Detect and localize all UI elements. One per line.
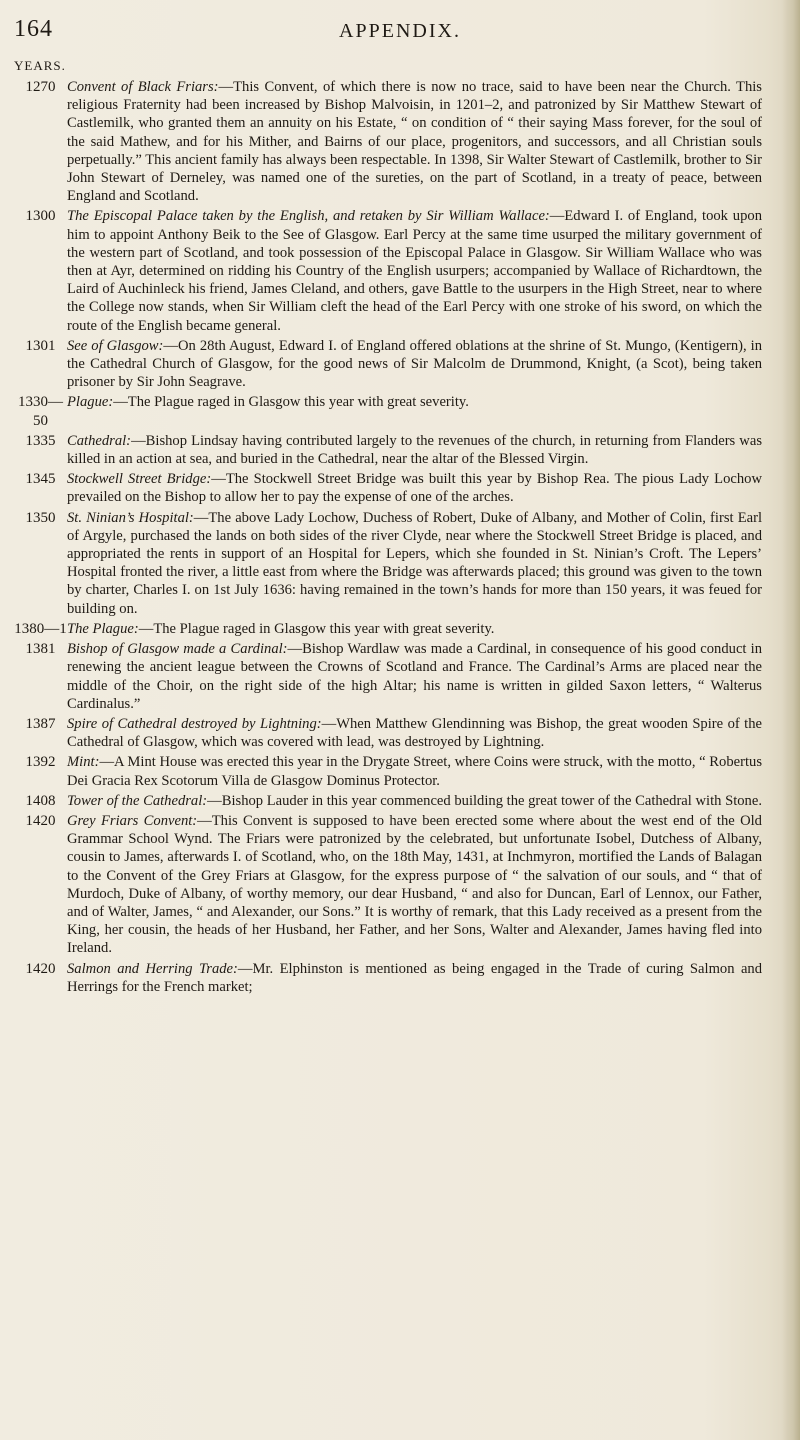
entry-text (67, 792, 762, 810)
entry-text (67, 207, 762, 334)
page-edge-shadow (782, 0, 800, 1440)
entry-year: 1381 (25, 641, 56, 658)
entry-body: —Mr. Elphinston is mentioned as being engaged in the Trade of curing Salmon and Herrings for the French market; (67, 960, 763, 995)
entry-text (67, 640, 762, 713)
entry-text (67, 509, 762, 618)
entry-text (67, 78, 762, 205)
entry (14, 792, 762, 810)
entry-title: Mint: (67, 754, 100, 771)
entry-body: —Bishop Lauder in this year commenced building the great tower of the Cathedral with Stone. (207, 792, 762, 809)
entry-year: 1408 (25, 792, 56, 809)
entry-title: Cathedral: (67, 432, 132, 449)
entry-body: —The Stockwell Street Bridge was built this year by Bishop Rea. The pious Lady Lochow prevailed on the Bishop to allow her to pay the expense of one of the arches. (67, 471, 762, 506)
entry-text (67, 393, 762, 411)
entry-title: St. Ninian’s Hospital: (67, 509, 194, 526)
entry-title: Bishop of Glasgow made a Cardinal: (67, 641, 288, 658)
entry-text (67, 470, 762, 506)
entry (14, 620, 762, 638)
entry-year: 1350 (25, 509, 56, 526)
entry-year: 1300 (25, 208, 56, 225)
entry-body: —This Convent, of which there is now no trace, said to have been near the Church. This religious Fraternity had been increased by Bishop Malvoisin, in 1201–2, and patronized by Sir Matthew Stewart of Castlemilk, who granted them an annuity on his Estate, “ on condition of “ their saying Mass forever, for the soul of the said Mathew, and for his Mither, and Bairns of our place, progenitors, and successors, and all Christian souls perpetually.” This ancient family has always been respectable. In 1398, Sir Walter Stewart of Castlemilk, brother to Sir John Stewart of Derneley, was named one of the sureties, on the part of Scotland, in a treaty of peace, between England and Scotland. (67, 79, 762, 205)
entry (14, 337, 762, 392)
entry (14, 470, 762, 506)
entry-body: —Edward I. of England, took upon him to appoint Anthony Beik to the See of Glasgow. Earl Percy at the same time usurped the military government of the western part of Scotland, and took possession of the Episcopal Palace in Glasgow. Sir William Wallace who was then at Ayr, determined on ridding his Country of the English usurpers; accompanied by Wallace of Richardtown, the Laird of Auchinleck his friend, James Cleland, and others, gave Battle to the usurpers in the High Street, near to where the College now stands, when Sir William cleft the head of the Earl Percy with one stroke of his sword, on which the route of the English became general. (67, 208, 762, 334)
entry-text (67, 337, 762, 392)
entry-text (67, 715, 762, 751)
entry-year: 1335 (25, 432, 56, 449)
chronology-entries (14, 78, 762, 998)
entry-body: —The above Lady Lochow, Duchess of Robert, Duke of Albany, and Mother of Colin, first Earl of Argyle, purchased the lands on both sides of the river Clyde, near where the Stockwell Street Bridge is placed, and appropriated the rents in support of an Hospital for Lepers, which she founded in St. Ninian’s Croft. The Lepers’ Hospital fronted the river, a little east from where the Bridge was afterwards placed; this ground was given to the town by charter, Charles I. on 1st July 1636: having remained in the town’s hands for more than 150 years, it was feued for building on. (67, 509, 762, 617)
entry-text (67, 812, 762, 958)
entry-title: Convent of Black Friars: (67, 79, 219, 95)
entry-year: 1345 (25, 471, 56, 488)
entry-text (67, 432, 762, 468)
entry (14, 78, 762, 205)
entry-title: Spire of Cathedral destroyed by Lightning: (67, 715, 322, 732)
entry (14, 432, 762, 468)
entry-title: Tower of the Cathedral: (67, 792, 208, 809)
entry (14, 509, 762, 618)
entry-body: —On 28th August, Edward I. of England offered oblations at the shrine of St. Mungo, (Kentigern), in the Cathedral Church of Glasgow, for the good news of Sir Malcolm de Drummond, Knight, (a Scot), being taken prisoner by Sir John Seagrave. (67, 337, 762, 391)
page-number: 164 (14, 16, 53, 42)
entry-title: Stockwell Street Bridge: (67, 471, 212, 488)
entry-title: Plague: (67, 394, 114, 411)
entry-year: 1301 (25, 337, 56, 354)
entry (14, 753, 762, 789)
entry-title: Grey Friars Convent: (67, 812, 198, 829)
entry-year: 1392 (25, 754, 56, 771)
entry (14, 960, 762, 996)
entry-title: The Episcopal Palace taken by the English, and retaken by Sir William Wallace: (67, 208, 550, 225)
entry-text (67, 620, 762, 638)
entry-text (67, 960, 762, 996)
entry (14, 207, 762, 334)
entry-year: 1387 (25, 715, 56, 732)
entry-body: —Bishop Wardlaw was made a Cardinal, in consequence of his good conduct in renewing the ancient league between the Crowns of Scotland and France. The Cardinal’s Arms are placed near the middle of the Choir, on the right side of the high Altar; his name is written in gilded Saxon letters, “ Walterus Cardinalus.” (67, 641, 762, 712)
entry-body: —When Matthew Glendinning was Bishop, the great wooden Spire of the Cathedral of Glasgow, which was covered with lead, was destroyed by Lightning. (67, 715, 762, 751)
entry-text (67, 753, 762, 789)
entry-title: The Plague: (67, 620, 139, 637)
entry-body: —The Plague raged in Glasgow this year with great severity. (138, 620, 495, 637)
entry-body: —The Plague raged in Glasgow this year with great severity. (113, 394, 469, 411)
entry-year: 1420 (25, 812, 56, 829)
entry (14, 640, 762, 713)
entry (14, 393, 762, 429)
entry (14, 715, 762, 751)
entry-body: —Bishop Lindsay having contributed largely to the revenues of the church, in returning from Flanders was killed in an action at sea, and buried in the Cathedral, near the altar of the Blessed Virgin. (67, 432, 762, 468)
entry-title: See of Glasgow: (67, 337, 164, 354)
years-column-heading: YEARS. (14, 58, 66, 73)
entry-body: —This Convent is supposed to have been erected some where about the west end of the Old Grammar School Wynd. The Friars were patronized by the celebrated, but unfortunate Isobel, Dutchess of Albany, cousin to James, afterwards I. of Scotland, who, on the 18th May, 1431, at Inchmyron, mortified the Lands of Balagan to the Convent of the Grey Friars at Glasgow, for the express purpose of “ the salvation of our souls, and “ that of Murdoch, Duke of Albany, of worthy memory, our dear Husband, “ and also for Duncan, Earl of Lennox, our Father, and of Walter, James, “ and Alexander, our Sons.” It is worthy of remark, that this Lady received as a present from the King, her cousin, the heads of her Husband, her Father, and her Sons, Walter and Alexander, James having fled into Ireland. (67, 812, 762, 957)
entry-year: 1330—50 (18, 394, 63, 429)
entry-title: Salmon and Herring Trade: (67, 960, 238, 977)
entry (14, 812, 762, 958)
running-head: APPENDIX. (339, 20, 461, 42)
entry-year: 1270 (25, 79, 56, 95)
entry-year: 1380—1 (14, 620, 67, 637)
entry-year: 1420 (25, 960, 56, 977)
entry-body: —A Mint House was erected this year in the Drygate Street, where Coins were struck, with the motto, “ Robertus Dei Gracia Rex Scotorum Villa de Glasgow Dominus Protector. (67, 754, 762, 789)
